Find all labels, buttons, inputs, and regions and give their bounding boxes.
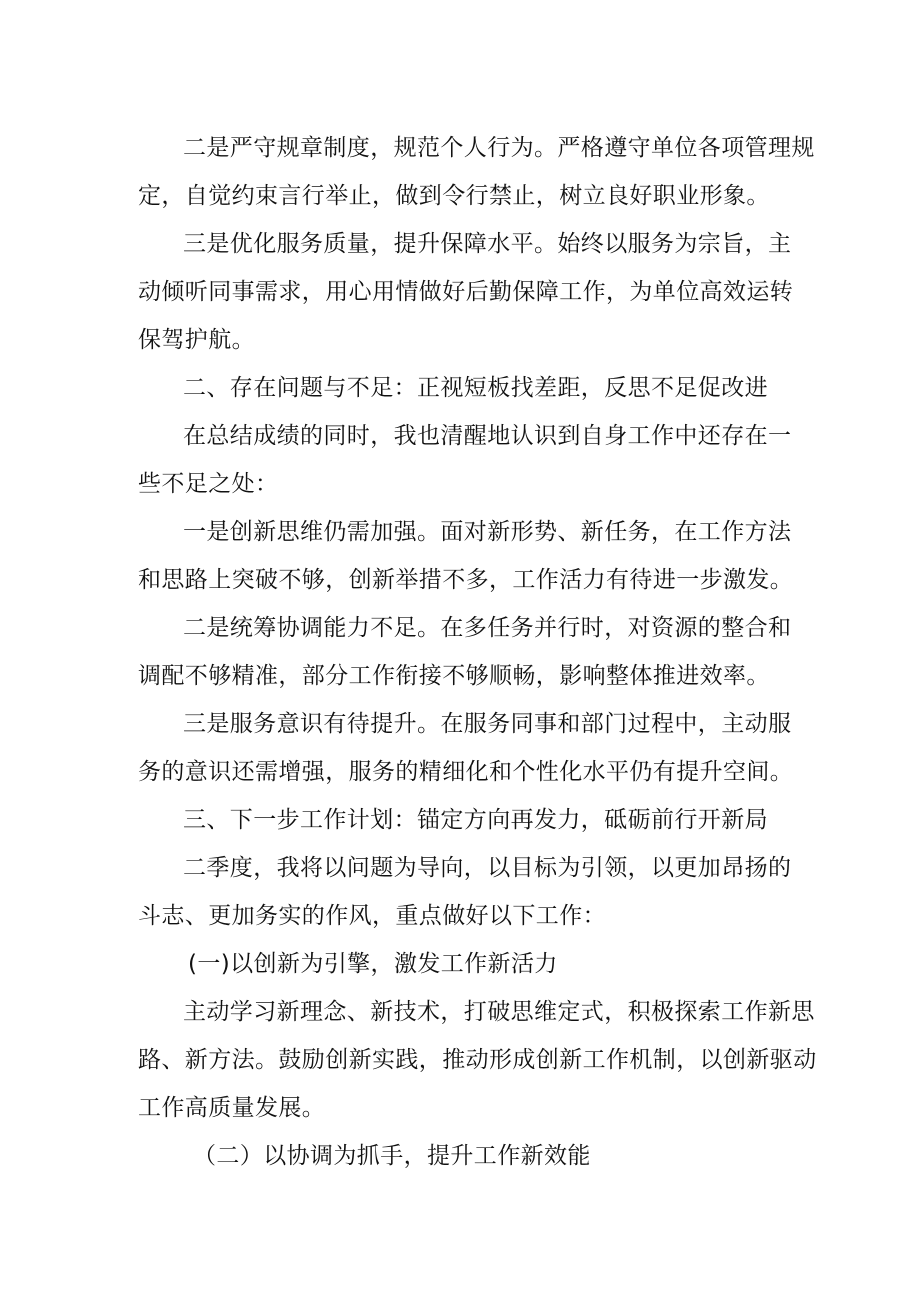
paragraph-line: 路、新方法。鼓励创新实践，推动形成创新工作机制，以创新驱动: [138, 1047, 817, 1073]
paragraph-line: 二季度，我将以问题为导向，以目标为引领，以更加昂扬的: [183, 855, 792, 881]
section-heading: 二、存在问题与不足：正视短板找差距，反思不足促改进: [183, 375, 768, 401]
paragraph-line: 些不足之处：: [138, 471, 279, 497]
paragraph-line: 动倾听同事需求，用心用情做好后勤保障工作，为单位高效运转: [138, 279, 794, 305]
paragraph-line: 三是优化服务质量，提升保障水平。始终以服务为宗旨，主: [183, 231, 792, 257]
paragraph-line: 保驾护航。: [138, 327, 255, 353]
paragraph-line: 三是服务意识有待提升。在服务同事和部门过程中，主动服: [183, 711, 792, 737]
paragraph-line: 斗志、更加务实的作风，重点做好以下工作：: [138, 903, 606, 929]
section-heading: 三、下一步工作计划：锚定方向再发力，砥砺前行开新局: [183, 807, 768, 833]
paragraph-line: 定，自觉约束言行举止，做到令行禁止，树立良好职业形象。: [138, 183, 770, 209]
paragraph-line: 工作高质量发展。: [138, 1095, 326, 1121]
paragraph-line: 务的意识还需增强，服务的精细化和个性化水平仍有提升空间。: [138, 759, 794, 785]
paragraph-line: 一是创新思维仍需加强。面对新形势、新任务，在工作方法: [183, 519, 792, 545]
subsection-heading: （二）以协调为抓手，提升工作新效能: [193, 1143, 591, 1169]
paragraph-line: 调配不够精准，部分工作衔接不够顺畅，影响整体推进效率。: [138, 663, 770, 689]
paragraph-line: 二是严守规章制度，规范个人行为。严格遵守单位各项管理规: [183, 135, 815, 161]
paragraph-line: 在总结成绩的同时，我也清醒地认识到自身工作中还存在一: [183, 423, 792, 449]
paragraph-line: 主动学习新理念、新技术，打破思维定式，积极探索工作新思: [183, 999, 815, 1025]
paragraph-line: 和思路上突破不够，创新举措不多，工作活力有待进一步激发。: [138, 567, 794, 593]
paragraph-line: 二是统筹协调能力不足。在多任务并行时，对资源的整合和: [183, 615, 792, 641]
subsection-heading: (一)以创新为引擎，激发工作新活力: [188, 951, 558, 977]
